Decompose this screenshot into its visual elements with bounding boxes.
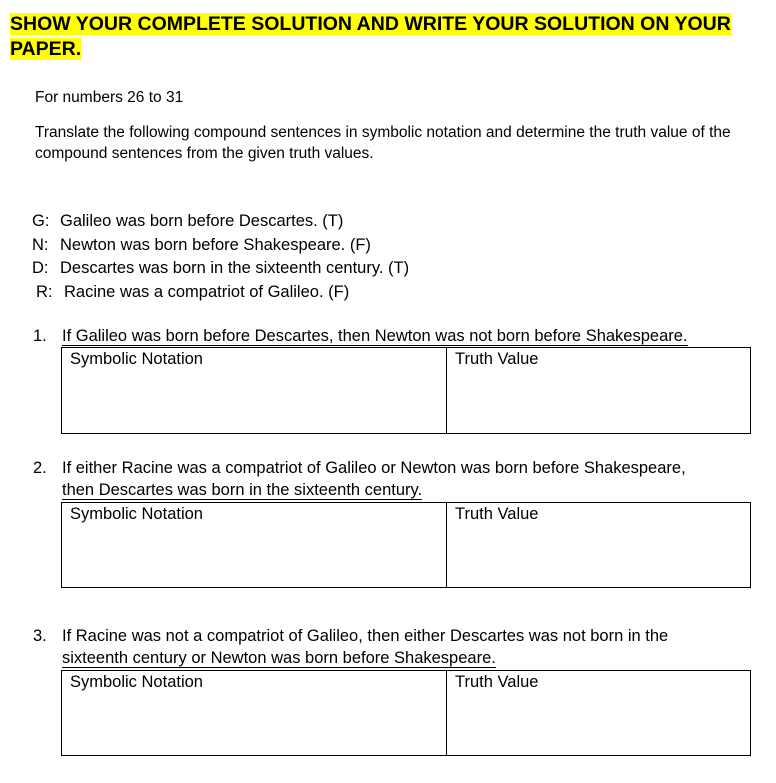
symbolic-notation-cell[interactable]: [62, 503, 447, 587]
proposition-text: Galileo was born before Descartes. (T): [60, 212, 344, 230]
symbolic-notation-label: Symbolic Notation: [70, 505, 203, 523]
instructions-text: Translate the following compound sentences in symbolic notation and determine the truth value of the compound sentences from the given truth values.: [35, 124, 731, 162]
question-statement: [62, 625, 762, 669]
question-number: 2.: [33, 459, 47, 477]
proposition-g: [32, 210, 409, 234]
truth-value-cell[interactable]: [447, 348, 750, 433]
truth-value-cell[interactable]: [447, 671, 750, 755]
question-statement-line: sixteenth century or Newton was born before Shakespeare.: [62, 649, 496, 667]
proposition-text: Racine was a compatriot of Galileo. (F): [64, 282, 350, 301]
proposition-letter: G:: [32, 212, 50, 230]
proposition-letter: D:: [32, 259, 49, 277]
proposition-list: [32, 210, 409, 304]
truth-value-label: Truth Value: [455, 673, 539, 691]
section-heading: For numbers 26 to 31: [35, 89, 184, 106]
proposition-d: [32, 257, 409, 281]
symbolic-notation-label: Symbolic Notation: [70, 673, 203, 691]
truth-value-label: Truth Value: [455, 350, 539, 368]
question-statement: [62, 325, 762, 347]
question-statement-line: then Descartes was born in the sixteenth century.: [62, 481, 423, 499]
question-statement-line: If Racine was not a compatriot of Galileo, then either Descartes was not born in the: [62, 627, 669, 645]
question-statement-line: If either Racine was a compatriot of Galileo or Newton was born before Shakespeare,: [62, 459, 686, 477]
question-number: 1.: [33, 327, 47, 345]
proposition-letter: N:: [32, 235, 49, 254]
proposition-text: Newton was born before Shakespeare. (F): [60, 235, 371, 254]
truth-value-label: Truth Value: [455, 505, 539, 523]
answer-table-2: [61, 502, 751, 588]
symbolic-notation-label: Symbolic Notation: [70, 350, 203, 368]
proposition-r: [36, 281, 409, 305]
symbolic-notation-cell[interactable]: [62, 671, 447, 755]
truth-value-cell[interactable]: [447, 503, 750, 587]
answer-table-1: [61, 347, 751, 434]
instruction-banner: [10, 12, 765, 62]
proposition-text: Descartes was born in the sixteenth century. (T): [60, 259, 410, 277]
symbolic-notation-cell[interactable]: [62, 348, 447, 433]
proposition-letter: R:: [36, 282, 53, 301]
proposition-n: [32, 234, 409, 258]
question-statement-text: If Galileo was born before Descartes, then Newton was not born before Shakespeare.: [62, 327, 688, 345]
answer-table-3: [61, 670, 751, 756]
instruction-banner-text: SHOW YOUR COMPLETE SOLUTION AND WRITE YOUR SOLUTION ON YOUR PAPER.: [10, 13, 731, 60]
question-statement: [62, 457, 762, 501]
question-number: 3.: [33, 627, 47, 645]
